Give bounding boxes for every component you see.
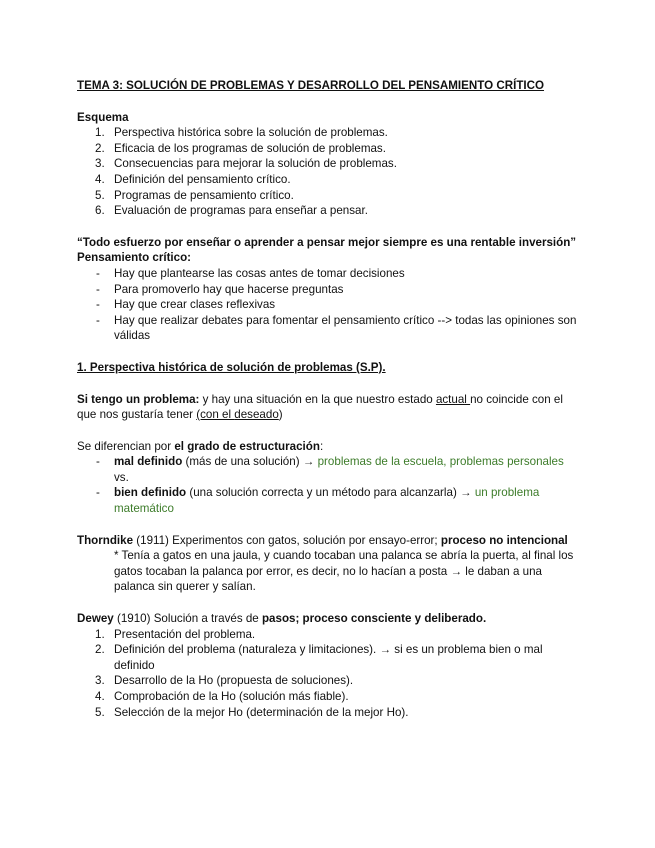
pensamiento-critico-list: [77, 266, 582, 344]
list-number: 4.: [95, 172, 105, 186]
list-item: [77, 313, 582, 344]
dash-marker: -: [96, 282, 100, 296]
quote: “Todo esfuerzo por enseñar o aprender a pensar mejor siempre es una rentable inversión”: [77, 235, 577, 249]
list-text: Programas de pensamiento crítico.: [114, 188, 294, 202]
list-text: Desarrollo de la Ho (propuesta de soluciones).: [114, 674, 354, 688]
mal-definido-label: mal definido: [114, 455, 183, 469]
dewey-paragraph: [77, 611, 582, 627]
bien-definido-text: (una solución correcta y un método para alcanzarla) →: [186, 486, 475, 500]
dewey-name: Dewey: [77, 612, 114, 626]
list-item: [77, 454, 582, 485]
list-item: [77, 627, 582, 643]
list-text: Hay que crear clases reflexivas: [114, 298, 276, 312]
list-number: 2.: [95, 643, 105, 657]
list-number: 1.: [95, 627, 105, 641]
list-number: 1.: [95, 126, 105, 140]
list-item: [77, 188, 582, 204]
problema-text-1: y hay una situación en la que nuestro estado: [199, 392, 436, 406]
list-item: [77, 673, 582, 689]
list-item: [77, 125, 582, 141]
problema-lead: Si tengo un problema:: [77, 392, 200, 406]
list-text: Hay que plantearse las cosas antes de tomar decisiones: [114, 266, 405, 280]
list-number: 5.: [95, 188, 105, 202]
estructuracion-list: [77, 454, 582, 516]
esquema-heading: Esquema: [77, 110, 129, 124]
section-1-heading: 1. Perspectiva histórica de solución de problemas (S.P).: [77, 360, 386, 374]
thorndike-paragraph: [77, 533, 582, 549]
problema-text-4: ): [278, 408, 283, 422]
list-number: 5.: [95, 705, 105, 719]
page-title: TEMA 3: SOLUCIÓN DE PROBLEMAS Y DESARROLLO DEL PENSAMIENTO CRÍTICO: [77, 79, 545, 92]
thorndike-text: (1911) Experimentos con gatos, solución por ensayo-error;: [133, 533, 441, 547]
thorndike-name: Thorndike: [77, 533, 134, 547]
list-item: [77, 156, 582, 172]
problema-deseado: deseado: [234, 408, 279, 422]
list-number: 3.: [95, 157, 105, 171]
list-text: Definición del pensamiento crítico.: [114, 172, 291, 186]
list-text: Evaluación de programas para enseñar a pensar.: [114, 204, 368, 218]
list-item: [77, 705, 582, 721]
list-item: [77, 485, 582, 516]
list-number: 3.: [95, 674, 105, 688]
list-text: Definición del problema (naturaleza y limitaciones). → si es un problema bien o mal definido: [114, 643, 543, 672]
bien-definido-label: bien definido: [114, 486, 187, 500]
pensamiento-critico-heading: Pensamiento crítico:: [77, 251, 192, 265]
list-text: Hay que realizar debates para fomentar el pensamiento crítico --> todas las opiniones son válidas: [114, 313, 577, 343]
estructuracion-text-2: :: [319, 439, 324, 453]
list-text: Consecuencias para mejorar la solución de problemas.: [114, 157, 397, 171]
dash-marker: -: [96, 298, 100, 312]
list-item: [77, 141, 582, 157]
estructuracion-text-1: Se diferencian por: [77, 439, 175, 453]
dash-marker: -: [96, 313, 100, 327]
list-item: [77, 172, 582, 188]
list-item: [77, 689, 582, 705]
dash-marker: -: [96, 266, 100, 280]
list-number: 2.: [95, 141, 105, 155]
estructuracion-paragraph: [77, 439, 582, 455]
mal-definido-text: (más de una solución) →: [182, 455, 318, 469]
bien-definido-example: un problema matemático: [114, 486, 540, 516]
problema-actual: actual: [435, 392, 471, 406]
list-text: Selección de la mejor Ho (determinación de la mejor Ho).: [114, 705, 409, 719]
problema-text-2: no coincide con el que nos gustaría tener: [77, 392, 563, 422]
esquema-list: [77, 125, 582, 219]
problema-text-3: (con el: [196, 408, 235, 422]
list-number: 6.: [95, 204, 105, 218]
list-item: [77, 297, 582, 313]
document-page: [77, 78, 582, 720]
list-number: 4.: [95, 690, 105, 703]
estructuracion-bold: el grado de estructuración: [174, 439, 320, 453]
list-item: [77, 282, 582, 298]
dewey-list: [77, 627, 582, 721]
list-text: Perspectiva histórica sobre la solución de problemas.: [114, 126, 388, 140]
dash-marker: -: [96, 455, 100, 469]
thorndike-bold: proceso no intencional: [440, 533, 568, 547]
dewey-text: (1910) Solución a través de: [113, 612, 262, 626]
thorndike-note: * Tenía a gatos en una jaula, y cuando tocaban una palanca se abría la puerta, al final los gatos tocaban la palanca por error, es decir, no lo hacían a posta → le daban a una palanca sin querer y salían.: [114, 549, 574, 594]
dash-marker: -: [96, 486, 100, 500]
mal-definido-vs: vs.: [114, 470, 129, 484]
list-text: Para promoverlo hay que hacerse preguntas: [114, 282, 344, 296]
list-item: [77, 203, 582, 219]
list-item: [77, 642, 582, 673]
list-text: Comprobación de la Ho (solución más fiable).: [114, 690, 349, 703]
list-text: Eficacia de los programas de solución de problemas.: [114, 141, 386, 155]
mal-definido-example: problemas de la escuela, problemas personales: [317, 455, 564, 469]
problema-paragraph: [77, 392, 582, 423]
dewey-bold: pasos; proceso consciente y deliberado.: [261, 612, 487, 626]
list-text: Presentación del problema.: [114, 627, 256, 641]
list-item: [77, 266, 582, 282]
